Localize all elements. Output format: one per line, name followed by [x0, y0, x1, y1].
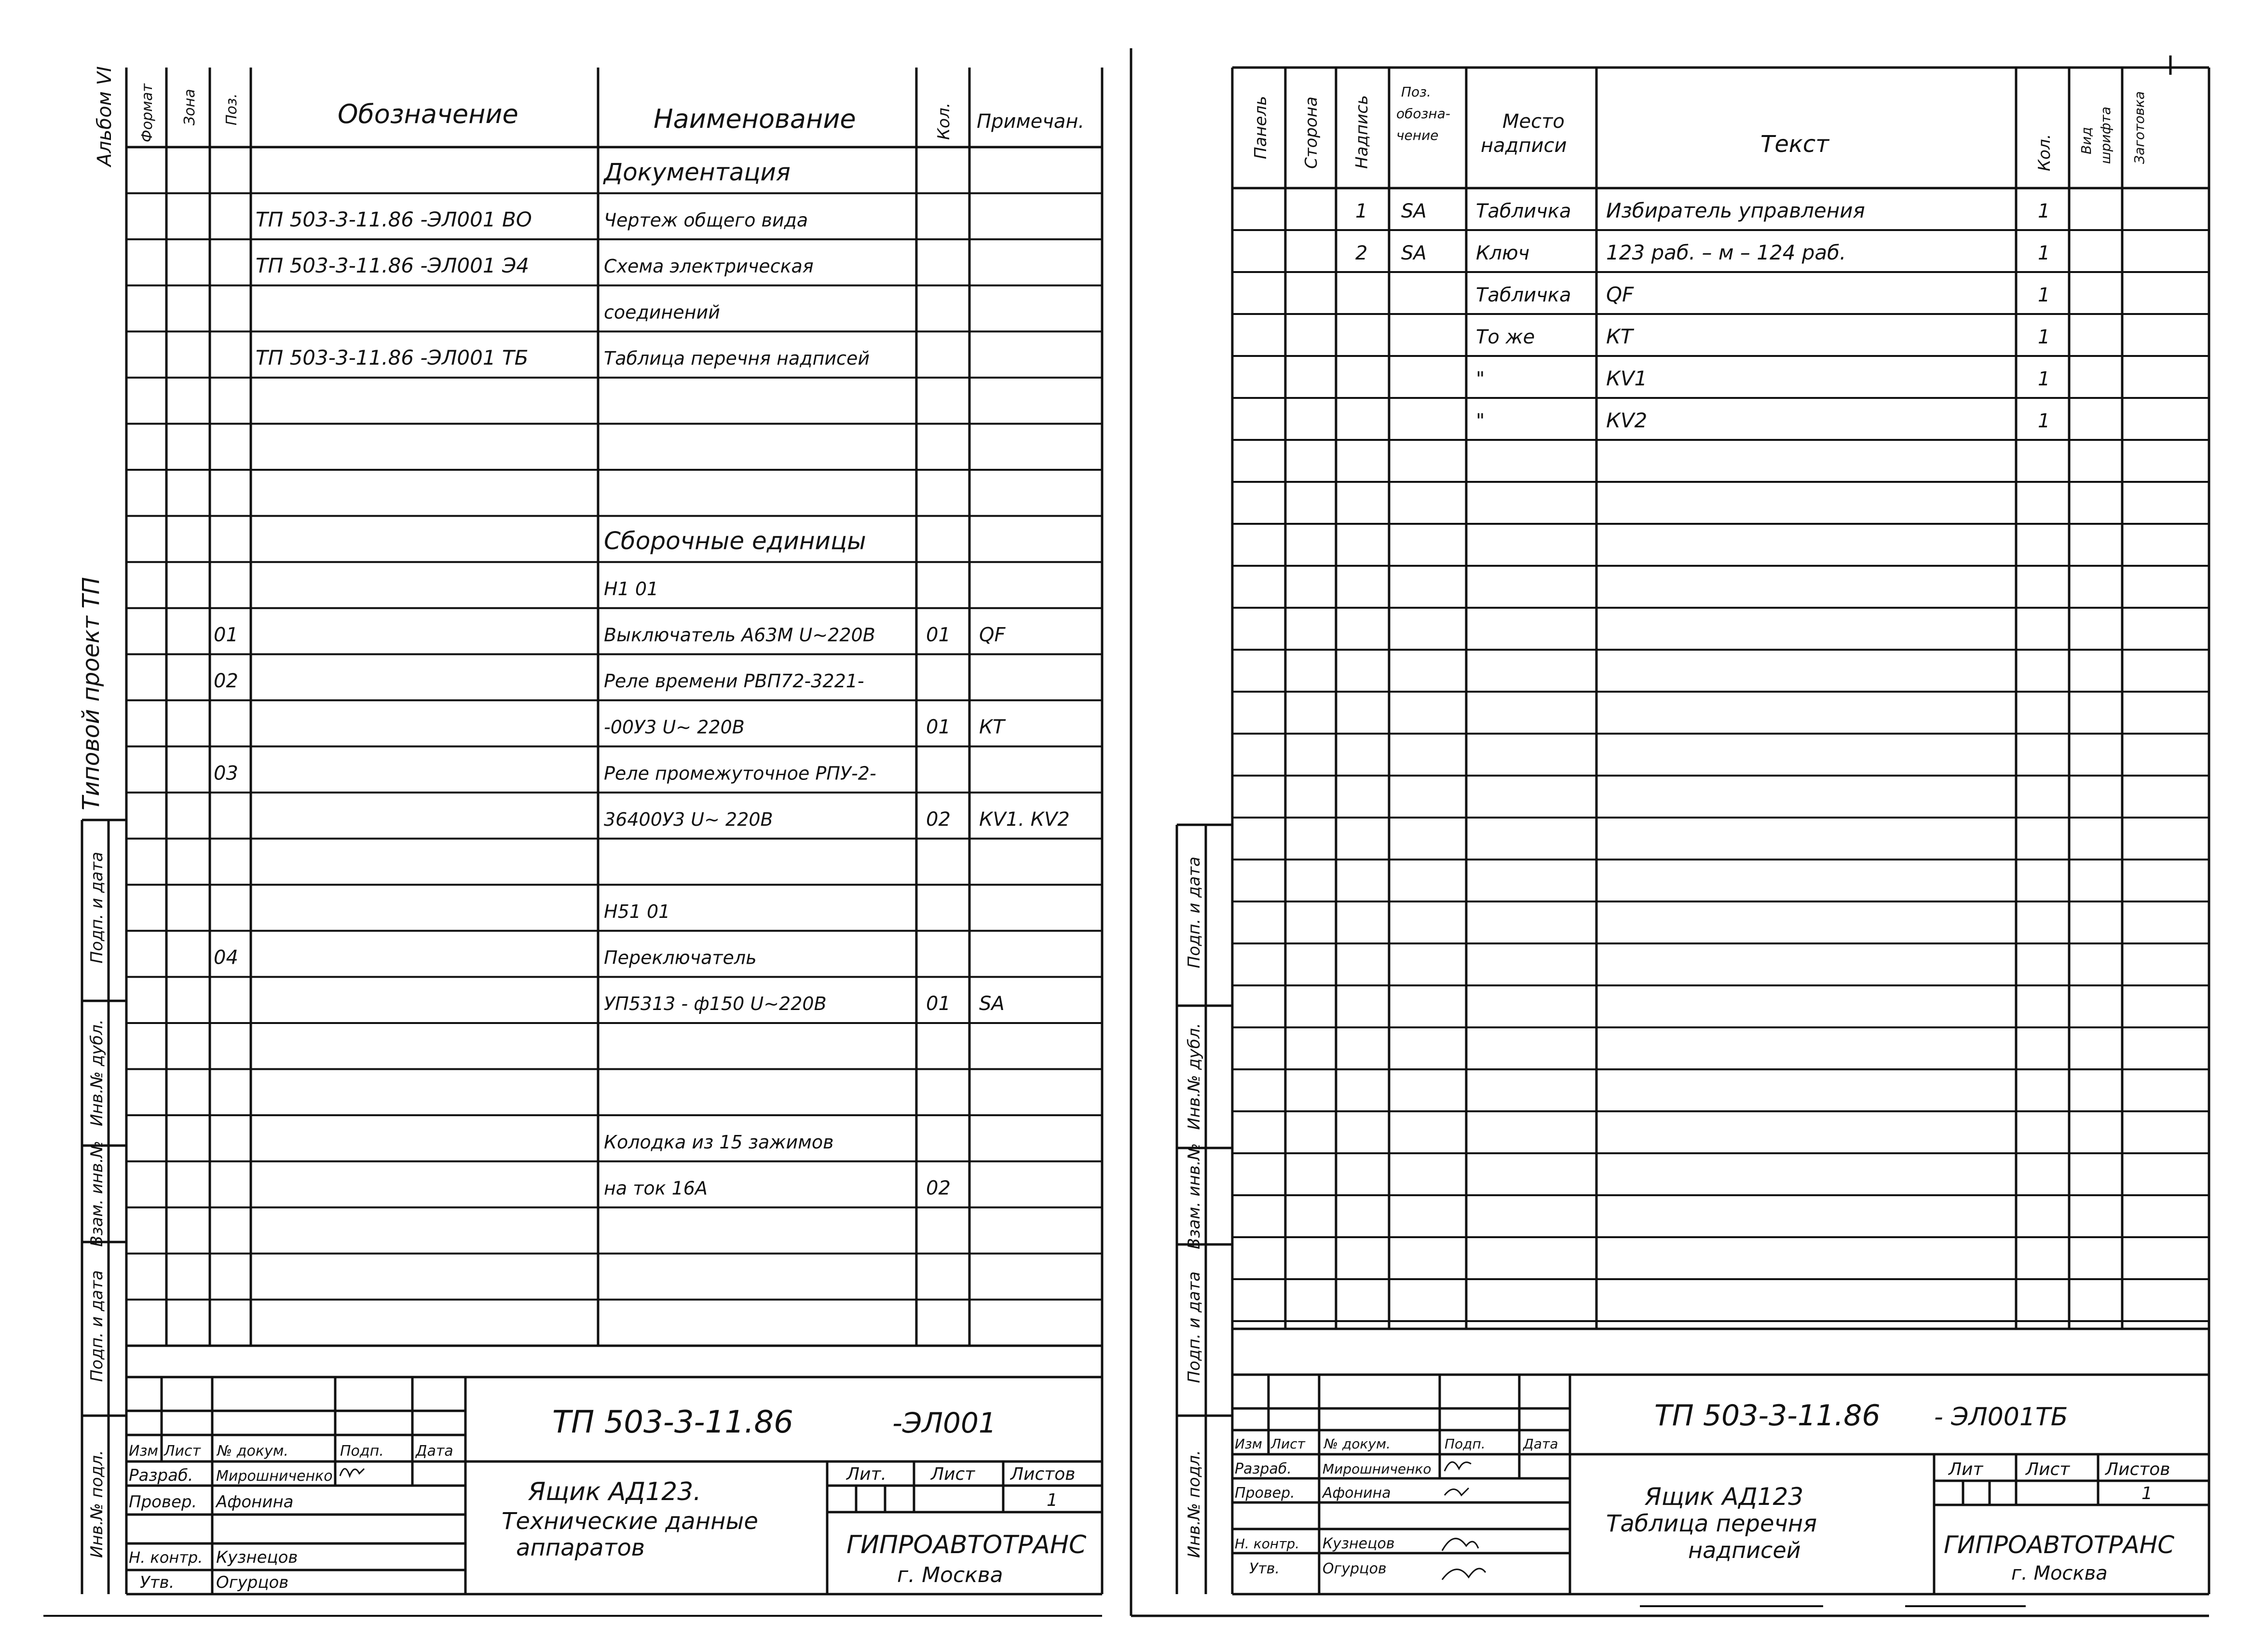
right-sheet: Лист — [2026, 1460, 2070, 1479]
spec-note: КТ — [979, 716, 1005, 738]
spec-qty: 02 — [926, 1177, 951, 1200]
header-format: Формат — [139, 83, 156, 142]
side-stamp-label: Подп. и дата — [87, 1270, 107, 1382]
spec-note: КV1. КV2 — [979, 808, 1070, 831]
r-col-doc: № докум. — [1324, 1436, 1391, 1452]
label-qty: 1 — [2038, 410, 2050, 432]
header-qty-right: Кол. — [2035, 134, 2054, 171]
label-text: КТ — [1606, 324, 1633, 348]
album-label: Альбом VI — [94, 66, 116, 166]
left-sheets-value: 1 — [1047, 1490, 1058, 1510]
side-stamp-label: Инв.№ дубл. — [1185, 1023, 1204, 1130]
right-org: ГИПРОАВТОТРАНС — [1944, 1531, 2175, 1559]
r-role-normcontrol: Н. контр. — [1235, 1536, 1300, 1552]
right-title-line2: Таблица перечня — [1606, 1510, 1817, 1537]
left-sheet-frame — [82, 68, 1102, 1594]
left-sheet-text — [78, 66, 1087, 1592]
label-qty: 1 — [2038, 242, 2050, 264]
spec-qty: 01 — [926, 993, 951, 1015]
col-izm: Изм — [129, 1443, 159, 1460]
side-stamp-label: Подп. и дата — [87, 851, 107, 964]
spec-designation: ТП 503-3-11.86 -ЭЛ001 ТБ — [256, 346, 529, 370]
right-city: г. Москва — [2011, 1562, 2108, 1584]
header-zone: Зона — [181, 89, 198, 125]
col-sign: Подп. — [340, 1443, 384, 1460]
header-font-2: шрифта — [2098, 107, 2114, 164]
header-pos-2: обозна- — [1396, 106, 1450, 122]
left-title-line2: Технические данные — [502, 1508, 758, 1535]
spec-name: Схема электрическая — [604, 255, 814, 277]
header-pos-3: чение — [1396, 127, 1439, 143]
label-qty: 1 — [2038, 368, 2050, 390]
right-sheet-text — [1185, 84, 2174, 1584]
spec-name: Переключатель — [604, 947, 757, 969]
spec-qty: 01 — [926, 624, 951, 646]
label-qty: 1 — [2038, 200, 2050, 222]
right-sheets-value: 1 — [2141, 1484, 2153, 1503]
header-qty: Кол. — [934, 102, 954, 140]
spec-name: Выключатель А63М U~220В — [604, 624, 875, 646]
header-blank: Заготовка — [2131, 91, 2147, 164]
side-stamp-label: Инв.№ подл. — [1185, 1450, 1204, 1558]
spec-designation: ТП 503-3-11.86 -ЭЛ001 ВО — [256, 207, 532, 232]
spec-name: Чертеж общего вида — [604, 209, 808, 231]
header-pos: Поз. — [223, 93, 240, 125]
label-place: То же — [1476, 326, 1535, 348]
header-place-1: Место — [1502, 110, 1565, 133]
r-col-date: Дата — [1523, 1436, 1558, 1452]
r-col-izm: Изм — [1235, 1436, 1262, 1452]
label-qty: 1 — [2038, 326, 2050, 348]
right-sheet-frame — [1131, 48, 2209, 1616]
header-name: Наименование — [654, 104, 856, 134]
label-qty: 1 — [2038, 284, 2050, 306]
label-pos: SA — [1401, 200, 1427, 222]
person-checker: Афонина — [216, 1492, 294, 1512]
header-designation: Обозначение — [338, 99, 518, 129]
label-place: " — [1476, 368, 1485, 390]
r-role-approver: Утв. — [1249, 1560, 1280, 1577]
side-stamp-label: Подп. и дата — [1185, 1271, 1204, 1383]
spec-name: Колодка из 15 зажимов — [604, 1131, 834, 1153]
left-spec-rows — [214, 158, 1070, 1200]
role-developer: Разраб. — [129, 1466, 193, 1485]
col-doc: № докум. — [217, 1443, 288, 1460]
role-normcontrol: Н. контр. — [129, 1548, 203, 1567]
header-pos-1: Поз. — [1401, 84, 1431, 100]
label-place: Табличка — [1476, 200, 1571, 222]
label-place: Табличка — [1476, 284, 1571, 306]
left-title-line3: аппаратов — [516, 1534, 645, 1561]
right-doc-code: ТП 503-3-11.86 — [1654, 1399, 1881, 1433]
header-note: Примечан. — [977, 110, 1085, 133]
spec-name: -00У3 U~ 220В — [604, 716, 745, 738]
r-person-checker: Афонина — [1323, 1485, 1391, 1502]
side-stamp-label: Инв.№ дубл. — [87, 1019, 107, 1126]
left-sheets: Листов — [1010, 1464, 1076, 1484]
label-number: 2 — [1355, 242, 1368, 264]
r-col-sign: Подп. — [1445, 1436, 1486, 1452]
side-stamp-label: Взам. инв.№ — [87, 1140, 107, 1247]
person-approver: Огурцов — [216, 1573, 289, 1592]
label-text: 123 раб. – м – 124 раб. — [1606, 240, 1846, 264]
header-text: Текст — [1760, 131, 1829, 158]
r-person-approver: Огурцов — [1323, 1560, 1387, 1577]
right-sheets: Листов — [2105, 1460, 2170, 1479]
left-doc-suffix: -ЭЛ001 — [892, 1406, 996, 1439]
r-role-developer: Разраб. — [1235, 1461, 1292, 1477]
left-side-stamp — [87, 852, 107, 1558]
r-person-developer: Мирошниченко — [1323, 1461, 1432, 1477]
spec-name: Реле промежуточное РПУ-2- — [604, 763, 876, 784]
header-place-2: надписи — [1481, 135, 1567, 157]
spec-name: на ток 16А — [604, 1177, 708, 1199]
person-developer: Мирошниченко — [216, 1468, 333, 1485]
side-stamp-label: Подп. и дата — [1185, 856, 1204, 969]
role-checker: Провер. — [129, 1492, 197, 1512]
header-font-1: Вид — [2078, 127, 2094, 154]
label-place: " — [1476, 410, 1485, 432]
label-text: КV2 — [1606, 408, 1648, 432]
label-text: КV1 — [1606, 366, 1648, 390]
spec-qty: 01 — [926, 716, 951, 738]
spec-name: соединений — [604, 301, 720, 323]
spec-name: Сборочные единицы — [604, 527, 866, 555]
left-doc-code: ТП 503-3-11.86 — [552, 1405, 793, 1440]
spec-pos: 03 — [214, 762, 238, 785]
label-place: Ключ — [1476, 242, 1530, 264]
right-title-line1: Ящик АД123 — [1645, 1483, 1804, 1511]
r-col-list: Лист — [1271, 1436, 1305, 1452]
header-label: Надпись — [1352, 95, 1372, 169]
spec-name: Реле времени РВП72-3221- — [604, 670, 864, 692]
side-stamp-label: Взам. инв.№ — [1185, 1143, 1204, 1249]
spec-note: QF — [979, 624, 1006, 646]
spec-pos: 04 — [214, 946, 238, 969]
role-approver: Утв. — [140, 1573, 175, 1592]
spec-name: Н1 01 — [604, 578, 659, 600]
spec-qty: 02 — [926, 808, 951, 831]
right-signatures — [1442, 1462, 1486, 1580]
spec-name: Документация — [604, 158, 791, 186]
right-lit: Лит — [1949, 1460, 1983, 1479]
col-date: Дата — [416, 1443, 453, 1460]
header-side: Сторона — [1302, 96, 1321, 169]
left-org: ГИПРОАВТОТРАНС — [846, 1530, 1087, 1559]
label-text: QF — [1606, 282, 1634, 306]
col-list: Лист — [164, 1443, 201, 1460]
spec-name: Таблица перечня надписей — [604, 348, 870, 369]
label-pos: SA — [1401, 242, 1427, 264]
right-side-stamp — [1185, 857, 1204, 1558]
left-sheet: Лист — [931, 1464, 975, 1484]
header-panel: Панель — [1251, 96, 1270, 159]
spec-designation: ТП 503-3-11.86 -ЭЛ001 Э4 — [256, 253, 529, 277]
spec-pos: 02 — [214, 670, 238, 693]
r-role-checker: Провер. — [1235, 1485, 1295, 1502]
left-title-line1: Ящик АД123. — [528, 1477, 701, 1506]
left-signature — [340, 1469, 364, 1476]
label-text: Избиратель управления — [1606, 198, 1865, 222]
side-stamp-label: Инв.№ подл. — [87, 1450, 107, 1558]
right-row-lines — [1232, 230, 2209, 1321]
left-city: г. Москва — [897, 1563, 1003, 1587]
spec-name: 36400У3 U~ 220В — [604, 808, 773, 830]
spec-name: Н51 01 — [604, 901, 670, 923]
spec-name: УП5313 - ф150 U~220В — [604, 993, 827, 1015]
left-lit: Лит. — [846, 1464, 886, 1484]
right-title-line3: надписей — [1688, 1537, 1801, 1563]
spec-note: SA — [979, 993, 1005, 1015]
right-doc-suffix: - ЭЛ001ТБ — [1934, 1403, 2068, 1432]
spec-pos: 01 — [214, 624, 238, 646]
r-person-normcontrol: Кузнецов — [1323, 1535, 1395, 1552]
label-number: 1 — [1355, 200, 1368, 222]
person-normcontrol: Кузнецов — [216, 1548, 298, 1567]
project-label: Типовой проект ТП — [78, 577, 105, 810]
